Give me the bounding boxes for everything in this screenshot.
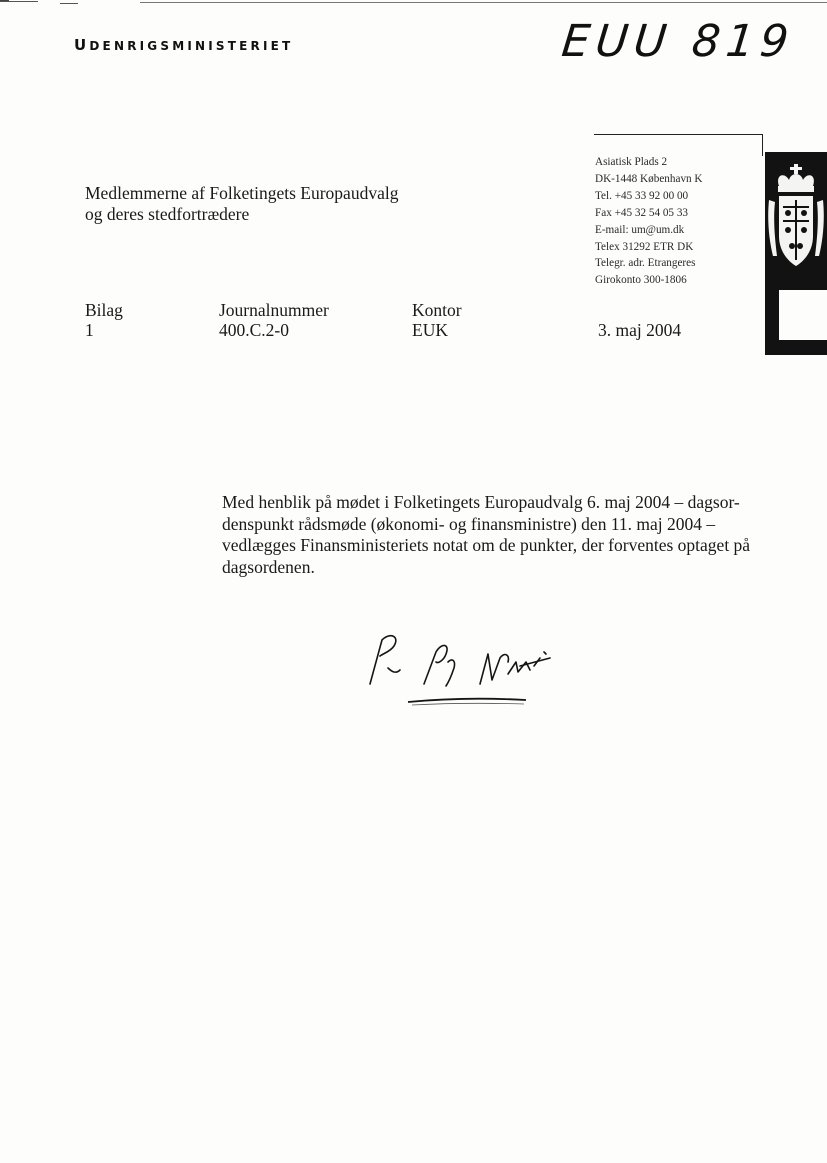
journal-value: 400.C.2-0 (219, 320, 289, 340)
journal-label: Journalnummer (219, 300, 329, 320)
scan-line (60, 3, 78, 4)
ministry-letterhead (74, 36, 293, 54)
scan-line (140, 2, 827, 3)
bilag-value: 1 (85, 320, 94, 340)
address-divider (762, 134, 763, 156)
letter-date: 3. maj 2004 (598, 320, 682, 340)
address-line: Asiatisk Plads 2 (595, 156, 668, 168)
scan-line (0, 1, 38, 2)
recipient-line: og deres stedfortrædere (85, 204, 250, 224)
handwritten-signature (360, 622, 570, 712)
ministry-name-rest: DENRIGSMINISTERIET (89, 39, 294, 53)
address-divider (594, 134, 762, 135)
address-line: Telex 31292 ETR DK (595, 240, 694, 253)
sender-address (595, 154, 703, 289)
body-line: Med henblik på mødet i Folketingets Europaudvalg 6. maj 2004 – dagsor- (222, 492, 740, 512)
address-line: E-mail: um@um.dk (595, 223, 685, 236)
bilag-label: Bilag (85, 300, 123, 320)
address-line: Fax +45 32 54 05 33 (595, 206, 689, 219)
body-line: vedlægges Finansministeriets notat om de punkter, der forventes optaget på (222, 535, 751, 555)
kontor-label: Kontor (412, 300, 462, 320)
letter-body (222, 492, 762, 578)
body-line: dagsordenen. (222, 556, 315, 577)
kontor-value: EUK (412, 320, 448, 340)
recipient-line: Medlemmerne af Folketingets Europaudvalg (85, 183, 399, 203)
address-line: Girokonto 300-1806 (595, 274, 687, 287)
recipient-block (85, 183, 398, 225)
ministry-initial: U (74, 36, 90, 54)
body-line: denspunkt rådsmøde (økonomi- og finansministre) den 11. maj 2004 – (222, 513, 716, 534)
handwritten-reference: EUU 819 (559, 16, 797, 67)
address-line: DK-1448 København K (595, 172, 703, 185)
address-line: Telegr. adr. Etrangeres (595, 257, 696, 270)
crest-bar-window (779, 290, 827, 340)
coat-of-arms-icon (765, 160, 827, 280)
address-line: Tel. +45 33 92 00 00 (595, 189, 689, 202)
